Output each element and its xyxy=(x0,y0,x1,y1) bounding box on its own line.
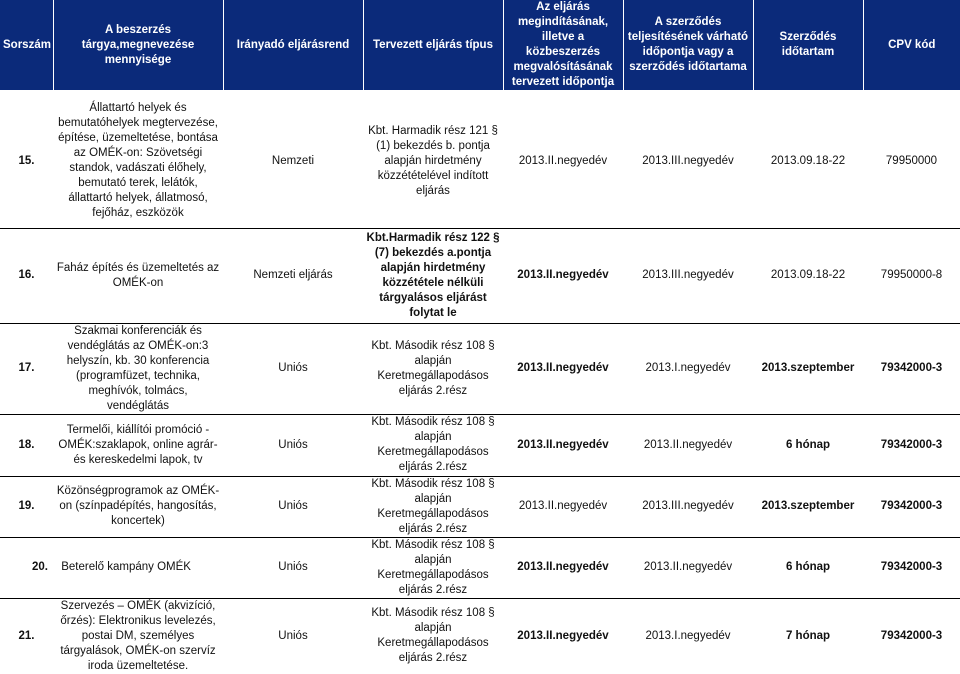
row-start-date: 2013.II.negyedév xyxy=(517,629,609,642)
row-duration: 2013.szeptember xyxy=(753,476,863,537)
table-header xyxy=(0,0,960,90)
row-completion-date: 2013.II.negyedév xyxy=(623,414,753,476)
row-procedure-type: Kbt. Második rész 108 § alapján Keretmegállapodásos eljárás 2.rész xyxy=(371,607,495,664)
row-start-date: 2013.II.negyedév xyxy=(503,323,623,414)
row-regime: Uniós xyxy=(223,414,363,476)
row-start-date: 2013.II.negyedév xyxy=(503,537,623,598)
row-regime: Nemzeti xyxy=(223,95,363,228)
header-serial-number: Sorszám xyxy=(0,0,53,90)
row-number: 15. xyxy=(0,95,53,228)
row-regime: Uniós xyxy=(223,323,363,414)
row-duration: 2013.09.18-22 xyxy=(753,228,863,323)
row-procedure-type: Kbt. Második rész 108 § alapján Keretmegállapodásos eljárás 2.rész xyxy=(363,537,503,598)
row-completion-date: 2013.III.negyedév xyxy=(623,95,753,228)
row-completion-date: 2013.III.negyedév xyxy=(623,476,753,537)
row-duration: 2013.szeptember xyxy=(753,323,863,414)
header-completion-date: A szerződés teljesítésének várható időpontja vagy a szerződés időtartama xyxy=(623,0,753,90)
row-subject: Beterelő kampány OMÉK xyxy=(61,561,191,573)
header-procedure-type: Tervezett eljárás típus xyxy=(363,0,503,90)
row-number: 20. xyxy=(32,561,49,573)
row-subject: Közönségprogramok az OMÉK-on (színpadépítés, hangosítás, koncertek) xyxy=(53,476,223,537)
row-completion-date: 2013.III.negyedév xyxy=(623,228,753,323)
row-cpv-code: 79950000-8 xyxy=(863,228,960,323)
row-cpv-code: 79342000-3 xyxy=(880,629,943,642)
row-procedure-type: Kbt. Második rész 108 § alapján Keretmegállapodásos eljárás 2.rész xyxy=(363,414,503,476)
row-number: 19. xyxy=(0,476,53,537)
header-regime: Irányadó eljárásrend xyxy=(223,0,363,90)
row-subject: Szervezés – OMÉK (akvizíció, őrzés): Elektronikus levelezés, postai DM, személyes tárgyalások, OMÉK-on szervíz iroda üzemeltetése. xyxy=(60,599,216,672)
table-row xyxy=(0,598,960,674)
table-row xyxy=(0,537,960,598)
table-row xyxy=(0,414,960,476)
row-duration: 2013.09.18-22 xyxy=(753,95,863,228)
row-number: 18. xyxy=(0,414,53,476)
row-subject: Faház építés és üzemeltetés az OMÉK-on xyxy=(53,228,223,323)
row-cpv-code: 79950000 xyxy=(863,95,960,228)
row-procedure-type: Kbt. Második rész 108 § alapján Keretmegállapodásos eljárás 2.rész xyxy=(363,476,503,537)
header-cpv-code: CPV kód xyxy=(863,0,960,90)
row-completion-date: 2013.I.negyedév xyxy=(623,323,753,414)
row-start-date: 2013.II.negyedév xyxy=(503,476,623,537)
row-start-date: 2013.II.negyedév xyxy=(503,414,623,476)
row-regime: Uniós xyxy=(223,476,363,537)
row-completion-date: 2013.II.negyedév xyxy=(623,537,753,598)
table-row xyxy=(0,323,960,414)
row-number-and-subject xyxy=(0,537,223,598)
row-start-date: 2013.II.negyedév xyxy=(503,95,623,228)
table-row xyxy=(0,95,960,228)
table-row xyxy=(0,228,960,323)
row-regime: Uniós xyxy=(278,629,308,642)
row-cpv-code: 79342000-3 xyxy=(863,476,960,537)
row-subject: Szakmai konferenciák és vendéglátás az OMÉK-on:3 helyszín, kb. 30 konferencia (programfüzet, technika, meghívók, tolmács, vendéglátás xyxy=(53,323,223,414)
row-duration: 6 hónap xyxy=(753,414,863,476)
row-number: 17. xyxy=(0,323,53,414)
header-subject: A beszerzés tárgya,megnevezése mennyisége xyxy=(53,0,223,90)
header-contract-duration: Szerződés időtartam xyxy=(753,0,863,90)
row-cpv-code: 79342000-3 xyxy=(863,323,960,414)
row-duration: 7 hónap xyxy=(785,629,831,642)
header-start-date: Az eljárás megindításának, illetve a közbeszerzés megvalósításának tervezett időpontja xyxy=(503,0,623,90)
row-subject: Állattartó helyek és bemutatóhelyek megtervezése, építése, üzemeltetése, bontása az OMÉK-on: Szövetségi standok, vadászati élőhely, bemutató terek, lelátók, állattartó helyek, állatmosó, fejőház, eszközök xyxy=(53,95,223,228)
row-number: 16. xyxy=(0,228,53,323)
row-subject: Termelői, kiállítói promóció - OMÉK:szaklapok, online agrár- és kereskedelmi lapok, tv xyxy=(53,414,223,476)
row-completion-date: 2013.I.negyedév xyxy=(645,629,731,642)
row-procedure-type: Kbt. Második rész 108 § alapján Keretmegállapodásos eljárás 2.rész xyxy=(363,323,503,414)
row-cpv-code: 79342000-3 xyxy=(863,414,960,476)
row-number: 21. xyxy=(18,629,35,642)
row-procedure-type: Kbt. Harmadik rész 121 § (1) bekezdés b. pontja alapján hirdetmény közzétételével indított eljárás xyxy=(363,95,503,228)
row-procedure-type: Kbt.Harmadik rész 122 § (7) bekezdés a.pontja alapján hirdetmény közzététele nélküli tárgyalásos eljárást folytat le xyxy=(363,228,503,323)
row-duration: 6 hónap xyxy=(753,537,863,598)
table-row xyxy=(0,476,960,537)
row-regime: Nemzeti eljárás xyxy=(223,228,363,323)
row-start-date: 2013.II.negyedév xyxy=(503,228,623,323)
row-regime: Uniós xyxy=(223,537,363,598)
row-cpv-code: 79342000-3 xyxy=(863,537,960,598)
